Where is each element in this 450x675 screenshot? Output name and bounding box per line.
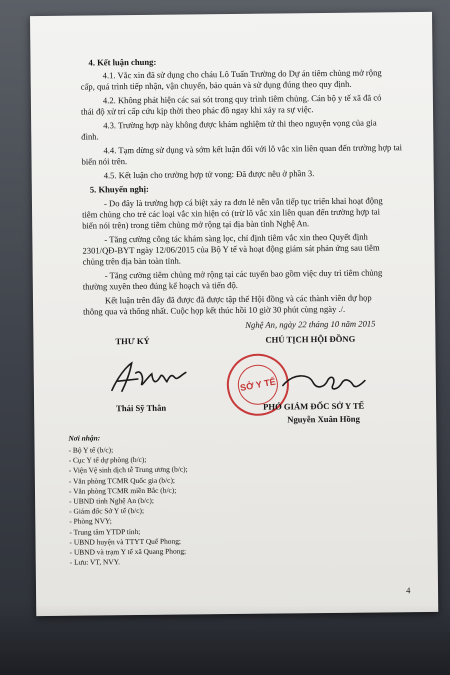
recipient-item: - Bộ Y tế (b/c); (68, 445, 114, 455)
recipient-item: - Giám đốc Sở Y tế (b/c); (69, 506, 145, 516)
para-4-1-line-2: cấp, quá trình tiếp nhận, vận chuyển, bảo quản và sử dụng đúng theo quy định. (80, 78, 352, 92)
para-4-1-line-1: 4.1. Vắc xin đã sử dụng cho cháu Lô Tuấn Trường do Dự án tiêm chủng mở rộng (102, 67, 382, 81)
recipients-title: Nơi nhận: (68, 433, 101, 443)
section-4-title: 4. Kết luận chung: (88, 56, 157, 68)
chairman-position: PHÓ GIÁM ĐỐC SỞ Y TẾ (263, 400, 365, 412)
recipient-item: - UBND và trạm Y tế xã Quang Phong; (69, 546, 187, 557)
rec-1-line-2: tiêm chủng cho trẻ các loại vắc xin hiện có (trừ lô vắc xin liên quan đến trường hợp tai (82, 206, 380, 220)
para-4-3-line-2: đình. (81, 131, 99, 142)
recipient-item: - Trung tâm YTDP tỉnh; (69, 526, 141, 537)
bottom-shadow (0, 605, 450, 675)
rec-1-line-3: biến nói trên) trong tiêm chủng mở rộng tại địa bàn tỉnh Nghệ An. (82, 218, 310, 231)
recipient-item: - Cục Y tế dự phòng (b/c); (68, 455, 147, 465)
para-4-4-line-1: 4.4. Tạm dừng sử dụng và sớm kết luận đối với lô vắc xin liên quan đến trường hợp tai (103, 142, 403, 156)
recipient-item: - UBND huyện và TTYT Quế Phong; (69, 536, 181, 547)
rec-2-line-2: 2301/QĐ-BYT ngày 12/06/2015 của Bộ Y tế và hoạt động giám sát phản ứng sau tiêm (82, 242, 380, 256)
secretary-name: Thái Sỹ Thân (116, 402, 167, 414)
recipient-item: - Phòng NVY; (69, 516, 112, 527)
stamp-text: SỞ Y TẾ (235, 361, 282, 408)
rec-2-line-1: - Tăng cường công tác khám sàng lọc, chỉ định tiêm vắc xin theo Quyết định (104, 231, 368, 245)
para-4-5: 4.5. Kết luận cho trường hợp tử vong: Đã được nêu ở phần 3. (103, 168, 315, 181)
recipient-item: - Viện Vệ sinh dịch tễ Trung ương (b/c); (68, 464, 188, 476)
chairman-name: Nguyễn Xuân Hồng (287, 413, 360, 425)
date-line: Nghệ An, ngày 22 tháng 10 năm 2015 (245, 318, 376, 330)
rec-3-line-1: - Tăng cường tiêm chủng mở rộng tại các tuyến bao gồm việc duy trì tiêm chủng (104, 267, 383, 281)
secretary-signature (108, 358, 198, 399)
recipient-item: - UBND tỉnh Nghệ An (b/c); (69, 495, 154, 506)
document-page (30, 12, 438, 616)
rec-1-line-1: - Do đây là trường hợp cá biệt xảy ra đơn lẻ nên vẫn tiếp tục triển khai hoạt động (103, 195, 383, 209)
para-4-4-line-2: biến nói trên. (81, 156, 128, 167)
recipient-item: - Lưu: VT, NVY. (69, 557, 120, 567)
para-4-2-line-1: 4.2. Không phát hiện các sai sót trong quy trình tiêm chủng. Cán bộ y tế xã đã có (102, 92, 382, 106)
closing-line-1: Kết luận trên đây đã được đã được tập thể Hội đồng và các thành viên dự họp (104, 292, 372, 306)
page-number: 4 (405, 585, 411, 596)
secretary-title: THƯ KÝ (115, 335, 150, 347)
chairman-signature (279, 365, 369, 400)
para-4-3-line-1: 4.3. Trường hợp này không được khám nghiệm tử thi theo nguyện vọng của gia (103, 117, 377, 131)
recipient-item: - Văn phòng TCMR miền Bắc (b/c); (68, 485, 177, 496)
recipient-item: - Văn phòng TCMR Quốc gia (b/c); (68, 475, 175, 486)
section-5-title: 5. Khuyến nghị: (89, 183, 149, 195)
chairman-title: CHỦ TỊCH HỘI ĐỒNG (265, 333, 356, 345)
rec-3-line-2: thường xuyên theo đúng kế hoạch và tiến độ. (82, 279, 238, 292)
rec-2-line-3: chủng trên địa bàn toàn tỉnh. (82, 255, 181, 267)
para-4-2-line-2: thái độ xử trí cấp cứu kịp thời theo phác đồ ngay khi xảy ra sự việc. (80, 104, 314, 117)
closing-line-2: thông qua và thống nhất. Cuộc họp kết thúc hồi 10 giờ 30 phút cùng ngày ./. (83, 303, 346, 317)
